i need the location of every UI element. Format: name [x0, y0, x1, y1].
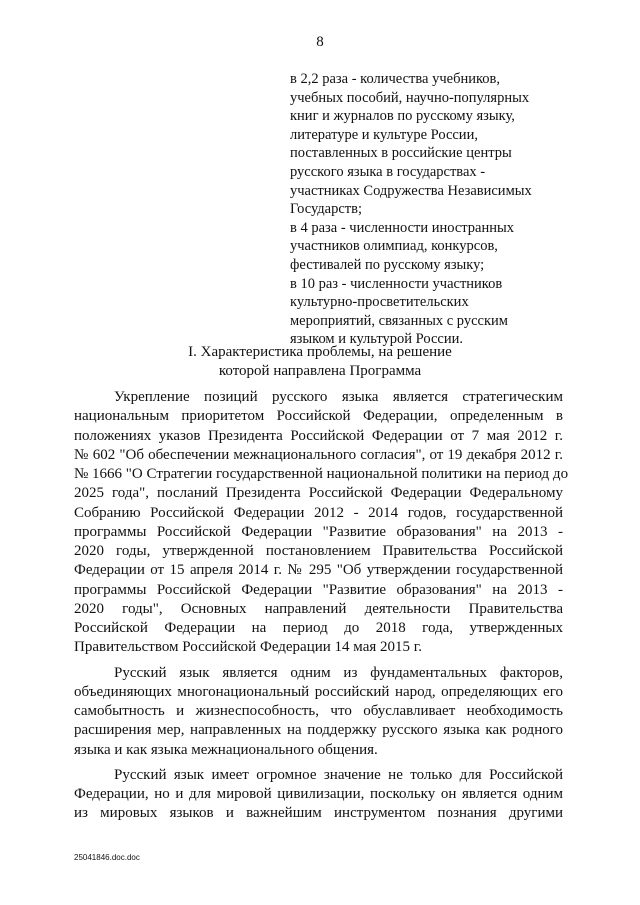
- page-number: 8: [316, 34, 324, 50]
- paragraph-line: расширения мер, направленных на поддержку русского языка как родного: [74, 722, 563, 739]
- paragraph-line: № 1666 "О Стратегии государственной национальной политики на период до: [74, 466, 569, 482]
- list-line: мероприятий, связанных с русским: [290, 312, 508, 329]
- heading-line: I. Характеристика проблемы, на решение: [188, 344, 452, 360]
- paragraph-line: 2025 года", посланий Президента Российской Федерации Федеральному: [74, 485, 563, 502]
- body-text: [74, 388, 569, 824]
- list-line: поставленных в российские центры: [290, 145, 512, 162]
- list-line: литературе и культуре России,: [290, 126, 478, 143]
- heading-line: которой направлена Программа: [218, 362, 422, 379]
- section-heading: [0, 343, 640, 380]
- paragraph-line: 2020 годы, утвержденной постановлением Правительства Российской: [74, 543, 563, 559]
- paragraph: [74, 766, 563, 824]
- paragraph-line: из мировых языков и важнейшим инструментом познания другими: [74, 805, 563, 822]
- paragraph-line: объединяющих многонациональный российский народ, определяющих его: [74, 683, 563, 700]
- list-line: учебных пособий, научно-популярных: [290, 89, 530, 106]
- list-line: в 2,2 раза - количества учебников,: [290, 71, 500, 87]
- list-line: в 10 раз - численности участников: [290, 275, 503, 292]
- list-line: культурно-просветительских: [290, 294, 469, 311]
- paragraph-line: № 602 "Об обеспечении межнационального согласия", от 19 декабря 2012 г.: [74, 446, 563, 463]
- paragraph-line: Федерации от 15 апреля 2014 г. № 295 "Об утверждении государственной: [74, 562, 563, 579]
- paragraph: [74, 664, 563, 760]
- paragraph-line: положениях указов Президента Российской Федерации от 7 мая 2012 г.: [74, 427, 563, 444]
- paragraph-line: Правительством Российской Федерации 14 мая 2015 г.: [74, 639, 422, 656]
- list-line: фестивалей по русскому языку;: [290, 256, 485, 273]
- list-line: в 4 раза - численности иностранных: [290, 219, 514, 236]
- footer-filename: 25041846.doc.doc: [74, 853, 140, 862]
- paragraph-line: национальным приоритетом Российской Федерации, определенным в: [74, 408, 563, 425]
- list-line: книг и журналов по русскому языку,: [290, 108, 515, 125]
- list-line: Государств;: [290, 201, 363, 218]
- paragraph-line: языка и как языка межнационального общения.: [74, 741, 378, 758]
- targets-list: [290, 70, 590, 349]
- paragraph-line: программы Российской Федерации "Развитие образования" на 2013 -: [74, 523, 563, 540]
- list-line: участников олимпиад, конкурсов,: [290, 238, 498, 255]
- paragraph: [74, 388, 569, 658]
- list-line: русского языка в государствах -: [290, 163, 486, 180]
- paragraph-line: программы Российской Федерации "Развитие образования" на 2013 -: [74, 581, 563, 598]
- paragraph-line: Русский язык имеет огромное значение не только для Российской: [114, 766, 563, 783]
- paragraph-line: Укрепление позиций русского языка является стратегическим: [114, 389, 563, 405]
- paragraph-line: 2020 годы", Основных направлений деятельности Правительства: [74, 600, 563, 617]
- paragraph-line: самобытность и жизнеспособность, что обуславливает необходимость: [74, 703, 563, 719]
- paragraph-line: Российской Федерации на период до 2018 года, утвержденных: [74, 620, 563, 636]
- paragraph-line: Федерации, но и для мировой цивилизации, поскольку он является одним: [74, 786, 563, 802]
- paragraph-line: Русский язык является одним из фундаментальных факторов,: [114, 664, 563, 681]
- paragraph-line: Собранию Российской Федерации 2012 - 2014 годов, государственной: [74, 504, 563, 521]
- list-line: участниках Содружества Независимых: [290, 182, 532, 199]
- list-line: языком и культурой России.: [290, 331, 463, 348]
